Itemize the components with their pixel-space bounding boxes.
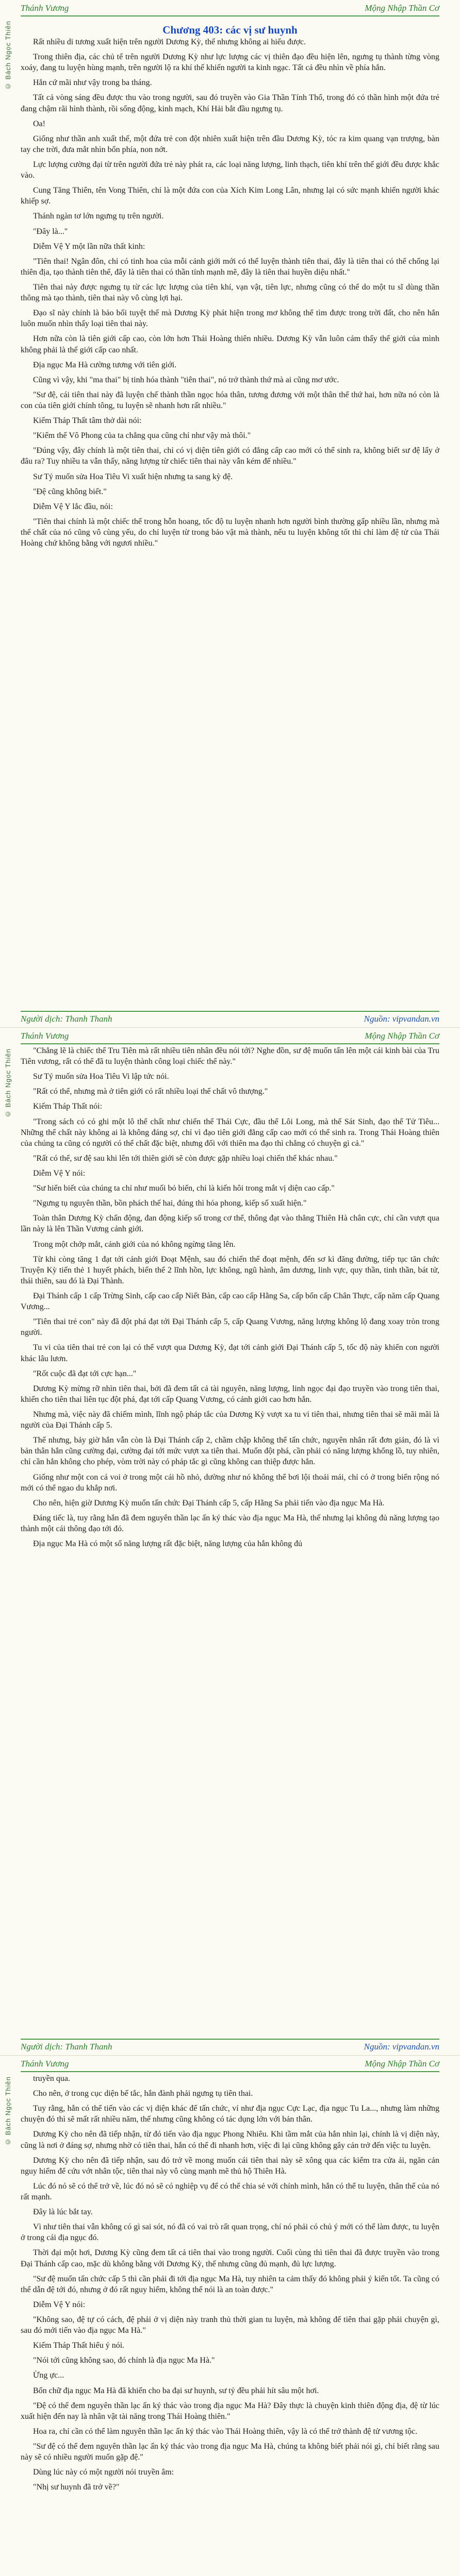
page-footer: [21, 1011, 439, 1024]
paragraph: Vì như tiên thai vẫn không có gì sai sót, nó đã có vai trò rất quan trọng, chí nó phải có chủ ý mới có thể làm được, tu luyện ở trong cái địa ngục đó.: [21, 2223, 439, 2243]
side-watermark-label: © Bách Ngọc Thiên: [4, 2076, 12, 2146]
paragraph: Cũng vì vậy, khi "ma thai" bị tinh hóa thành "tiên thai", nó trở thành thứ mà ai cũng mơ ước.: [33, 375, 339, 384]
paragraph: "Đây là...": [33, 227, 68, 236]
paragraph: Oa!: [33, 119, 45, 128]
paragraph: "Tiên thai chính là một chiếc thể trong hỗn hoang, tốc độ tu luyện nhanh hơn người bình thường gấp nhiều lần, nhưng mà thể chất của nó cũng vô cùng yếu, do chỉ luyện từ trong bảo vật mà thành, nếu tu luyện không tốt thì chỉ làm đệ tử của Thái Hoàng chứ không bằng với ngươi nhiều.": [21, 517, 439, 548]
paragraph: Dương Kỳ cho nên đã tiếp nhận, sau đó trở về mong muốn cái tiên thai này sẽ xông qua các kiểm tra cửa ải, ngăn cản nguy hiểm để cứu vớt nhân tộc, tiên thai này vô cùng mạnh mẽ thủ hộ Thiên Hà.: [21, 2156, 439, 2176]
source-label: Nguồn: vipvandan.vn: [364, 1014, 439, 1024]
book-title-label: Mộng Nhập Thần Cơ: [365, 3, 439, 13]
chapter-title: Chương 403: các vị sư huynh: [162, 24, 298, 36]
paragraph: Trong thiên địa, các chủ tể trên người Dương Kỳ như lực lượng các vị thiên đạo đều hiện lên, ngưng tụ thành từng vòng xoáy, đang tu luyện hùng mạnh, trên người lộ ra khí thế khiến người ta kinh ngạc. Tất cả đều nhìn về phía hắn.: [21, 53, 439, 73]
paragraph: Địa ngục Ma Hà có một số năng lượng rất đặc biệt, năng lượng của hắn không đủ: [33, 1539, 303, 1549]
paragraph: "Sư hiển biết của chúng ta chỉ như muối bỏ biển, chỉ là kiến hôi trong mắt vị diện cao cấp.": [33, 1184, 335, 1193]
paragraph: Dương Kỳ cho nên đã tiếp nhận, từ đó tiến vào địa ngục Phong Nhiêu. Khi tầm mắt của hắn nhìn lại, chính là vị diện này, cũng là nơi ở đáng sợ, nhưng nhờ có tiên thai, hắn có thể đi nhanh hơn, việc đi lại cũng không gây cản trở đến việc tu luyện.: [21, 2130, 439, 2150]
paragraph: "Nói tới cũng không sao, đó chính là địa ngục Ma Hà.": [33, 2356, 215, 2365]
paragraph: Hắn cứ mãi như vậy trong ba tháng.: [33, 78, 152, 88]
book-page-2: [0, 1028, 460, 2056]
paragraph: "Rất có thể, sư đệ sau khi lên tới thiên giới sẽ còn được gặp nhiều loại chiến thể khác nhau.": [33, 1154, 338, 1163]
paragraph: "Rất có thể, nhưng mà ở tiên giới có rất nhiều loại thể chất vô thượng.": [33, 1087, 268, 1096]
translator-label: Người dịch: Thanh Thanh: [21, 2042, 112, 2052]
paragraph: "Sư đệ, cái tiên thai này đã luyện chế thành thần ngọc hóa thân, tương đương với một thân thể thứ hai, hơn nữa nó còn là con của tiên giới chính tông, tu luyện sẽ nhanh hơn rất nhiều.": [21, 390, 439, 410]
paragraph: Đây là lúc bắt tay.: [33, 2208, 93, 2217]
paragraph: "Sư đệ muốn tấn chức cấp 5 thì cần phải đi tới địa ngục Ma Hà, tuy nhiên ta cảm thấy đó không phải ý kiến tốt. Ta cũng có thể dẫn đệ tới đó, nhưng ở đó rất nguy hiểm, không thể nói là an toàn được.": [21, 2274, 439, 2294]
paragraph: Sư Tý muốn sửa Hoa Tiêu Vi lập tức nói.: [33, 1072, 169, 1081]
source-label: Nguồn: vipvandan.vn: [364, 2042, 439, 2052]
paragraph: "Tiên thai trẻ con" này đã đột phá đạt tới Đại Thánh cấp 5, cấp Quang Vương, năng lượng không lộ đang xoay tròn trong người.: [21, 1317, 439, 1337]
paragraph: Diễm Vệ Y nói:: [33, 2300, 86, 2309]
paragraph: "Đệ có thể đem nguyên thần lạc ấn ký thác vào trong địa ngục Ma Hà? Đây thực là chuyện kinh thiên động địa, đệ từ lúc xuất hiện đến nay là nhân vật tài năng trong Thái Hoàng thiên.": [21, 2401, 439, 2421]
page-content: [21, 2073, 439, 2576]
paragraph: Hơn nữa còn là tiên giới cấp cao, còn lớn hơn Thái Hoàng thiên nhiều. Dương Kỳ vẫn luôn cảm thấy thế giới của mình không phải là thế giới cấp cao nhất.: [21, 334, 439, 354]
paragraph: Tu vi của tiên thai trẻ con lại có thể vượt qua Dương Kỳ, đạt tới cảnh giới Đại Thánh cấp 5, tốc độ này khiến con người khác lâu lươn.: [21, 1343, 439, 1363]
paragraph: "Tiên thai! Ngân đôn, chỉ có tinh hoa của mỗi cảnh giới mới có thể luyện thành tiên thai, đây là tiên thai có thể chống lại thiên địa, tạo thành tiên thể, đây là tiên thai có thần tính mạnh mẽ, đây là tiên thai huyền diệu nhất.": [21, 257, 439, 277]
paragraph: Tuy rằng, hắn có thể tiến vào các vị diện khác để tấn chức, ví như địa ngục Cực Lạc, địa ngục Tu La..., nhưng làm những chuyện đó thì sẽ mất rất nhiều năm, thế nhưng cũng không có tác dụng lớn với bản thân.: [21, 2104, 439, 2124]
paragraph: "Nhị sư huynh đã trở về?": [33, 2483, 120, 2492]
paragraph: Ừng ực...: [33, 2371, 64, 2380]
paragraph: "Sư đệ có thể đem nguyên thần lạc ấn ký thác vào trong địa ngục Ma Hà, chúng ta không biết phải nói gì, chỉ biết rằng sau này sẽ có nhiều người muốn gặp đệ.": [21, 2442, 439, 2462]
paragraph: Toàn thân Dương Kỳ chấn động, đan động kiếp số trong cơ thể, thông đạt vào thẳng Thiên Hà chân cực, chỉ cần vượt qua lần này là lên Thần Vương cảnh giới.: [21, 1214, 439, 1234]
translator-label: Người dịch: Thanh Thanh: [21, 1014, 112, 1024]
paragraph: "Đệ cũng không biết.": [33, 487, 107, 496]
paragraph: Đại Thánh cấp 1 cấp Trừng Sinh, cấp cao cấp Niết Bàn, cấp cao cấp Hằng Sa, cấp bốn cấp Chân Thực, cấp năm cấp Quang Vương...: [21, 1291, 439, 1312]
author-label: Thánh Vương: [21, 2059, 69, 2069]
paragraph: "Đúng vậy, đây chính là một tiên thai, chỉ có vị diện tiên giới có đẳng cấp cao mới có thể sinh ra, không biết sư đệ lấy ở đâu ra? Tuy nhiều ta vẫn thấy, năng lượng từ chiếc tiên thai này vẫn kém đế nhiều.": [21, 446, 439, 466]
paragraph: Diễm Vệ Y lắc đầu, nói:: [33, 502, 113, 511]
paragraph: Trong một chớp mắt, cảnh giới của nó không ngừng tăng lên.: [33, 1240, 236, 1249]
paragraph: Thánh ngàn tơ lớn ngưng tụ trên người.: [33, 212, 164, 221]
paragraph: Thời đại một hơi, Dương Kỳ cũng đem tất cả tiên thai vào trong người. Cuối cùng thì tiên thai đã được truyền vào trong Đại Thánh cấp cao, mặc dù không bằng với Dương Kỳ, thế nhưng cũng đủ mạnh, đủ lực lượng.: [21, 2248, 439, 2268]
paragraph: "Kiếm thể Vô Phong của ta chẳng qua cũng chỉ như vậy mà thôi.": [33, 431, 251, 440]
paragraph: Hoa ra, chỉ cần có thể làm nguyên thần lạc ấn ký thác vào Thái Hoàng thiên, vậy là có thể trở thành đệ tử vương tộc.: [33, 2427, 418, 2436]
book-title-label: Mộng Nhập Thần Cơ: [365, 2059, 439, 2069]
paragraph: Kiếm Tháp Thất hiểu ý nói.: [33, 2341, 125, 2350]
paragraph: Sư Tý muốn sửa Hoa Tiêu Vi xuất hiện nhưng ta sang kỳ đệ.: [33, 472, 233, 481]
page-header: [21, 2059, 439, 2072]
paragraph: Cho nên, hiện giờ Dương Kỳ muốn tấn chức Đại Thánh cấp 5, cấp Hằng Sa phải tiến vào địa ngục Ma Hà.: [33, 1498, 385, 1507]
paragraph: Rất nhiều di tương xuất hiện trên người Dương Kỳ, thế nhưng không ai hiểu được.: [33, 38, 306, 46]
paragraph: "Không sao, đệ tự có cách, đệ phải ở vị diện này tranh thủ thời gian tu luyện, mà không để tiên thai gặp phải chuyện gì, sau đó mới tiến vào địa ngục Ma Hà.": [21, 2315, 439, 2335]
side-watermark-label: © Bách Ngọc Thiên: [4, 21, 12, 91]
page-header: [21, 1031, 439, 1044]
page-content: [21, 0, 439, 1007]
page-content: [21, 1045, 439, 2035]
paragraph: Tiên thai này được ngưng tụ từ các lực lượng của tiên khí, vạn vật, tiên lực, nhưng cũng có thể do một tu sĩ dùng thần thông mà tạo thành, tiên thai này vô cùng lợi hại.: [21, 282, 439, 303]
paragraph: Lực lượng cường đại từ trên người đứa trẻ này phát ra, các loại năng lượng, linh thạch, tiên khí trên thế giới đều được khắc vào.: [21, 160, 439, 180]
author-label: Thánh Vương: [21, 1031, 69, 1041]
paragraph: "Rốt cuộc đã đạt tới cực hạn...": [33, 1369, 137, 1378]
book-page-3: [0, 2056, 460, 2576]
paragraph: Dùng lúc này có một người nói truyền âm:: [33, 2468, 174, 2477]
paragraph: Kiếm Tháp Thất tâm thở dài nói:: [33, 416, 142, 426]
paragraph: Dương Kỳ mừng rỡ nhìn tiên thai, bởi đã đem tất cả tài nguyên, năng lượng, linh ngọc đại đạo truyền vào trong tiên thai, khiến cho tiên thai liên tục đột phá, đạt tới cấp Quang Vương, có cảnh giới cao hơn hắn.: [21, 1384, 439, 1404]
paragraph: Diễm Vệ Y một lần nữa thất kinh:: [33, 242, 145, 251]
author-label: Thánh Vương: [21, 3, 69, 13]
paragraph: Giống như thần anh xuất thế, một đứa trẻ con đột nhiên xuất hiện trên đầu Dương Kỳ, tóc ra kim quang vạn trượng, bàn tay che trời, đưa mắt nhìn bốn phía, non nớt.: [21, 134, 439, 154]
paragraph: "Ngưng tụ nguyên thần, bồn phách thế hai, đúng thì hóa phong, kiếp số xuất hiện.": [33, 1199, 307, 1208]
book-title-label: Mộng Nhập Thần Cơ: [365, 1031, 439, 1041]
page-footer: [21, 2039, 439, 2052]
paragraph: truyền qua.: [33, 2074, 70, 2083]
paragraph: Đáng tiếc là, tuy rằng hắn đã đem nguyên thần lạc ấn ký thác vào địa ngục Ma Hà, thế nhưng lại không đủ năng lượng tạo thành một cái thông đạo tới đó.: [21, 1513, 439, 1533]
paragraph: "Chẳng lẽ là chiếc thể Tru Tiên mà rất nhiều tiên nhân đều nói tới? Nghe đồn, sư đệ muốn tấn lên một cái kinh bài của Tru Tiên vương, rất có thể đã tu luyện thành công loại chiếc thể này.": [21, 1046, 439, 1066]
paragraph: Bốn chữ địa ngục Ma Hà đã khiến cho ba đại sư huynh, sư tỷ đều phải hít sâu một hơi.: [33, 2386, 319, 2395]
paragraph: "Trong sách có có ghi một lô thể chất như chiến thể Thái Cực, đầu thể Lôi Long, mà thể Sát Sinh, đạo thể Tử Tiêu... Những thể chất này không ai là không đáng sợ, chỉ vì đạo tiên giới đẳng cấp cao mới có thể sinh ra. Trong Thái Hoàng thiên của chúng ta cũng có người có thể chất đặc biệt, nhưng đối với thiên ma đạo thì chẳng có chuyện gì cả.": [21, 1117, 439, 1148]
paragraph: Kiếm Tháp Thất nói:: [33, 1102, 103, 1111]
paragraph: Cho nên, ở trong cục diện bế tắc, hắn đành phải ngưng tụ tiên thai.: [33, 2089, 253, 2098]
paragraph: Diễm Vệ Y nói:: [33, 1168, 86, 1178]
paragraph: Giống như một con cá voi ở trong một cái hồ nhỏ, dường như nó không thể bơi lội thoải mái, chỉ có ở trong biển rộng nó mới có thể ngao du khắp nơi.: [21, 1472, 439, 1493]
book-page-1: [0, 0, 460, 1028]
paragraph: Tất cả vòng sáng đều được thu vào trong người, sau đó truyền vào Gia Thần Tính Thổ, trong đó có thần hình một đứa trẻ đang chậm rãi hình thành, rồi sống động, kinh mạch, Khí Hải bắt đầu ngưng tụ.: [21, 93, 439, 113]
paragraph: Nhưng mà, việc này đã chiếm mình, lĩnh ngộ pháp tắc của Dương Kỳ vượt xa tu vi tiên thai, nhưng tiên thai sẽ mãi mãi là người của Đại Thánh cấp 5.: [21, 1410, 439, 1430]
paragraph: Đạo sĩ này chính là bảo bối tuyệt thế mà Dương Kỳ phát hiện trong mơ không thể tìm được trong trời đất, cho nên hắn luôn muốn nhìn thấy loại tiên thai này.: [21, 309, 439, 329]
paragraph: Địa ngục Ma Hà cường tương với tiên giới.: [33, 360, 177, 369]
paragraph: Từ khi còng tăng 1 đạt tới cảnh giới Đoạt Mệnh, sau đó chiến thể đoạt mệnh, đến sơ kì đăng đường, tiếp tục tăn chức Truyện Kỳ tiến thẻ 1 huyết phách, biến thể 2 lĩnh hồn, lực không, ngũ hành, âm dương, linh vực, quy thần, tinh thần, bát tử, thái thiên, sau đó là Đại Thành.: [21, 1255, 439, 1285]
side-watermark-label: © Bách Ngọc Thiên: [4, 1048, 12, 1118]
paragraph: Lúc đó nó sẽ có thể trở về, lúc đó nó sẽ có nghiệp vụ để có thể chia sẻ với chính mình, hắn có thể tu luyện, thân thể của nó rất mạnh.: [21, 2181, 439, 2201]
paragraph: Thế nhưng, bảy giờ hắn vẫn còn là Đại Thánh cấp 2, chầm chập không thể tấn chức, nguyên nhân rất đơn giản, đó là vì bản thân hắn cũng cường đại, cường đại tới mức vượt xa tiên thai. Muốn đột phá, cần phải có năng lượng khổng lồ, tuy nhiên, chỉ cần hắn không cho phép, vòm trời này có pháp tắc gì cũng không can thiệp được hắn.: [21, 1436, 439, 1467]
paragraph: Cung Tăng Thiên, tên Vong Thiên, chỉ là một đứa con của Xích Kim Long Lân, nhưng lại có sức mạnh khiến người khác khiếp sợ.: [21, 186, 439, 206]
